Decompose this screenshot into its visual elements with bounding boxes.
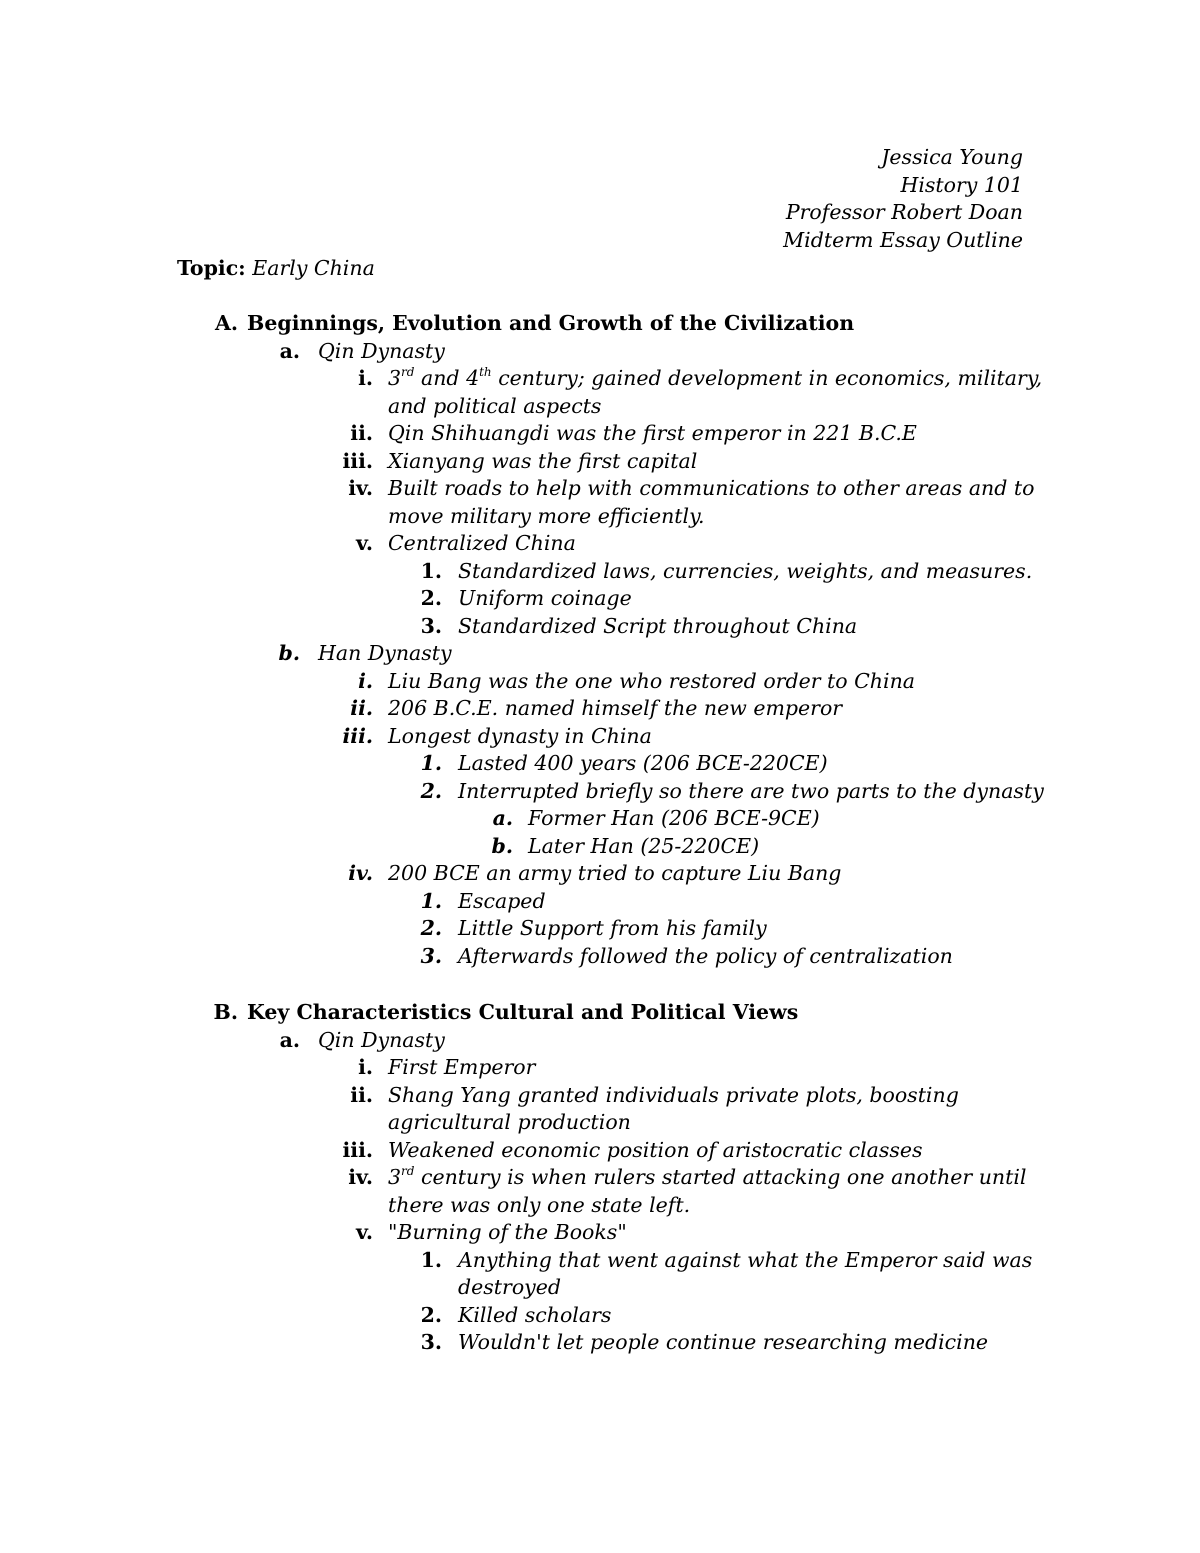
outline-marker: B. <box>213 1000 238 1024</box>
outline-text: 200 BCE an army tried to capture Liu Bang <box>388 861 842 885</box>
outline-text: Han Dynasty <box>318 641 452 665</box>
outline-text: Centralized China <box>388 531 576 555</box>
outline-text: Anything that went against what the Emperor said was <box>458 1247 1033 1272</box>
outline-text: Shang Yang granted individuals private plots, boosting <box>388 1082 959 1107</box>
outline-marker: b. <box>278 641 300 665</box>
assignment-title: Midterm Essay Outline <box>783 228 1023 252</box>
outline-marker: v. <box>356 531 373 555</box>
outline-text: agricultural production <box>388 1110 631 1134</box>
outline-text: Standardized Script throughout China <box>458 613 858 638</box>
topic-line <box>177 258 375 279</box>
outline-marker: a. <box>279 1027 300 1052</box>
outline-marker: iv. <box>348 861 373 885</box>
outline-text: Qin Dynasty <box>318 1027 445 1052</box>
outline-marker: a. <box>492 806 513 830</box>
outline-text: First Emperor <box>388 1055 536 1079</box>
outline-marker: ii. <box>350 696 373 720</box>
outline-marker: A. <box>214 311 238 335</box>
outline-text: 3rd century is when rulers started attacking one another until <box>388 1164 1027 1189</box>
outline-text: 3rd and 4th century; gained development in economics, military, <box>388 365 1043 390</box>
outline-text: destroyed <box>458 1275 561 1299</box>
outline-text: Afterwards followed the policy of centralization <box>458 943 953 968</box>
outline-marker: 2. <box>420 1302 442 1327</box>
outline-marker: iv. <box>348 1165 373 1189</box>
outline-text: Weakened economic position of aristocratic classes <box>388 1137 923 1162</box>
outline-marker: 1. <box>420 888 442 913</box>
outline-text: Interrupted briefly so there are two parts to the dynasty <box>458 778 1044 803</box>
outline-marker: 1. <box>420 1247 442 1272</box>
outline-text: Little Support from his family <box>458 916 767 940</box>
outline-marker: i. <box>358 366 373 390</box>
outline-marker: b. <box>491 833 513 858</box>
outline-text: Wouldn't let people continue researching medicine <box>458 1330 989 1354</box>
outline-text: Qin Dynasty <box>318 338 445 363</box>
outline-marker: 2. <box>420 586 442 610</box>
outline-text: 206 B.C.E. named himself the new emperor <box>388 696 843 720</box>
outline-text: Longest dynasty in China <box>388 723 652 748</box>
outline-marker: iii. <box>342 448 373 473</box>
outline-text: Escaped <box>458 888 546 913</box>
topic-label: Topic: <box>177 256 246 280</box>
author-name: Jessica Young <box>881 145 1023 169</box>
outline-text: Lasted 400 years (206 BCE-220CE) <box>458 751 828 775</box>
outline-text: Standardized laws, currencies, weights, and measures. <box>458 558 1033 583</box>
outline-text: Killed scholars <box>458 1302 612 1327</box>
topic-value: Early China <box>252 256 375 280</box>
outline-text: Key Characteristics Cultural and Political Views <box>247 1000 799 1024</box>
outline-marker: 3. <box>420 943 442 968</box>
outline-marker: i. <box>358 1055 373 1079</box>
professor-name: Professor Robert Doan <box>785 200 1023 224</box>
outline-text: Liu Bang was the one who restored order to China <box>388 668 915 693</box>
outline-marker: i. <box>358 668 373 693</box>
outline-marker: 2. <box>420 778 442 803</box>
outline-text: Built roads to help with communications to other areas and to <box>388 476 1035 500</box>
outline-text: Uniform coinage <box>458 586 632 610</box>
outline-marker: 1. <box>420 751 442 775</box>
outline-text: move military more efficiently. <box>388 503 705 528</box>
outline-marker: v. <box>356 1220 373 1244</box>
outline-text: Later Han (25-220CE) <box>528 833 760 858</box>
outline-text: "Burning of the Books" <box>388 1220 627 1244</box>
outline-text: Qin Shihuangdi was the first emperor in 221 B.C.E <box>388 421 917 445</box>
outline-text: Xianyang was the first capital <box>388 448 698 473</box>
outline-text: Former Han (206 BCE-9CE) <box>528 806 820 830</box>
outline-marker: 2. <box>420 916 442 940</box>
outline-marker: a. <box>279 338 300 363</box>
outline-marker: iv. <box>348 476 373 500</box>
outline-marker: 1. <box>420 558 442 583</box>
outline-text: there was only one state left. <box>388 1192 691 1217</box>
course-name: History 101 <box>900 173 1023 197</box>
outline-marker: ii. <box>350 421 373 445</box>
outline-text: Beginnings, Evolution and Growth of the Civilization <box>247 311 855 335</box>
outline-marker: ii. <box>350 1082 373 1107</box>
outline-marker: iii. <box>342 723 373 748</box>
outline-marker: 3. <box>420 613 442 638</box>
outline-text: and political aspects <box>388 393 602 418</box>
outline-marker: iii. <box>342 1137 373 1162</box>
outline-marker: 3. <box>420 1330 442 1354</box>
